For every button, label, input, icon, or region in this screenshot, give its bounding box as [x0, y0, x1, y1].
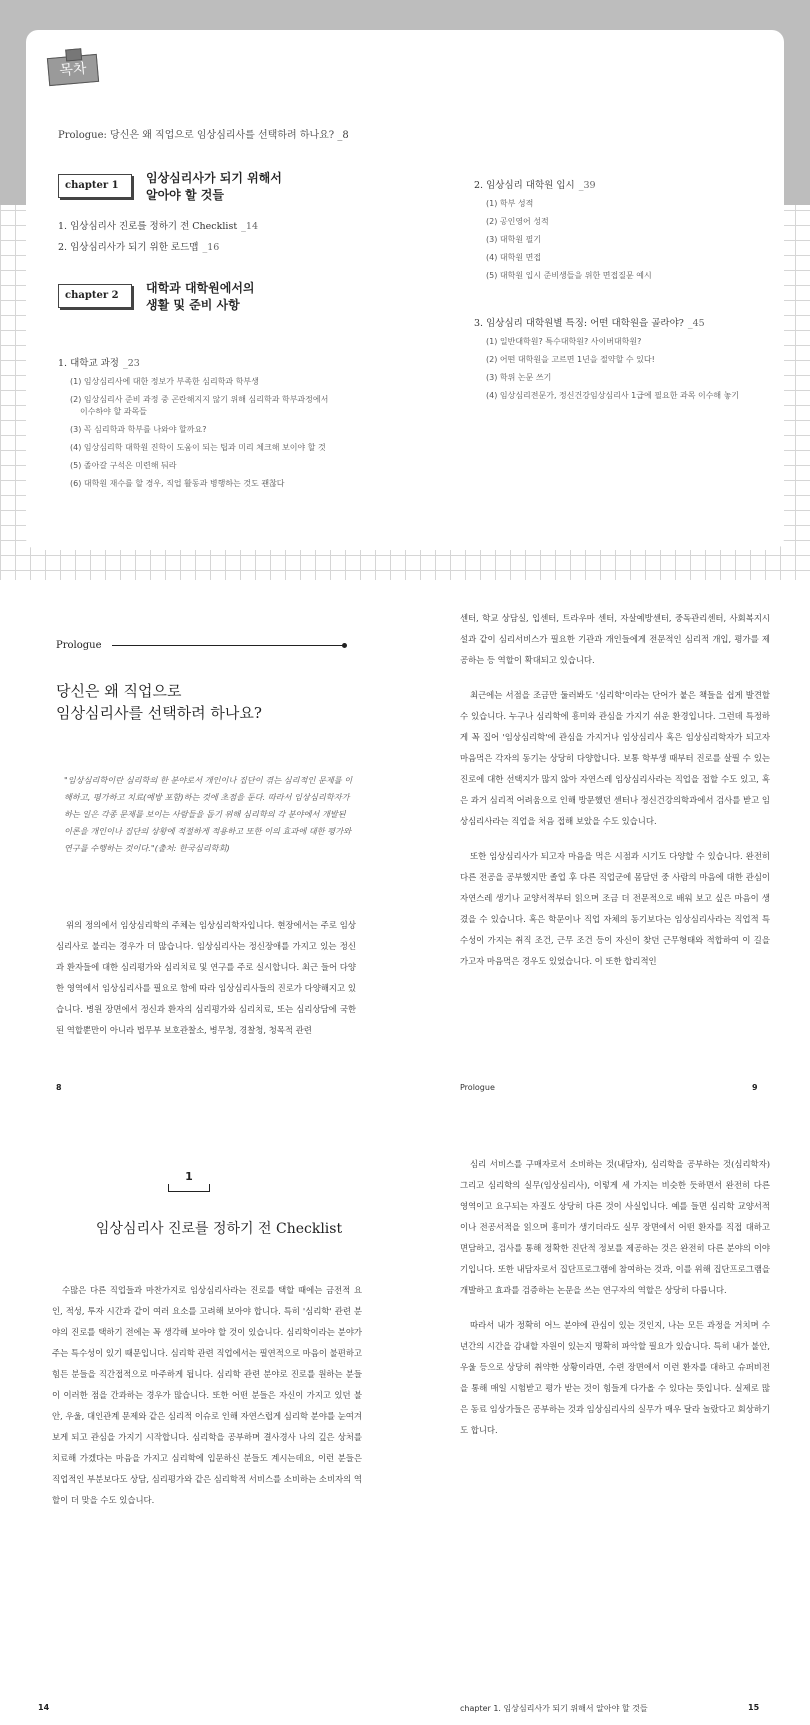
- body-paragraph: 수많은 다른 직업들과 마찬가지로 임상심리사라는 진로를 택할 때에는 금전적 요인, 적성, 투자 시간과 같이 여러 요소를 고려해 보아야 합니다. 특히 '심리학' 관련 분야의 진로를 택하기 전에는 꼭 생각해 보아야 할 것이 있습니다. 심리학이라는 분야가 주는 특수성이 있기 때문입니다. 심리학 관련 직업에서는 필연적으로 마음이 불편하고 힘든 분들을 직간접적으로 마주하게 됩니다. 심리학 관련 분야로 진로를 원하는 분들이 이러한 점을 간과하는 경우가 많습니다. 또한 어떤 분들은 자신이 가지고 있던 불안, 우울, 대인관계 문제와 같은 심리적 이슈로 인해 자연스럽게 심리학 분야를 눈여겨보게 되고 관심을 가지기 시작합니다. 심리학을 공부하며 결사경사 나의 깊은 상처를 치료해 가겠다는 마음을 가지고 심리학에 입문하신 분들도 계시는데요, 이런 분들은 직업적인 부분보다도 상담, 심리평가와 같은 심리학적 서비스를 소비하는 소비자의 역할이 더 맞을 수도 있습니다.: [52, 1285, 362, 1505]
- chapter1-title: [146, 170, 282, 204]
- section-number-bracket: [168, 1184, 210, 1192]
- body-paragraph: 최근에는 서점을 조금만 둘러봐도 '심리학'이라는 단어가 붙은 책들을 쉽게 발견할 수 있습니다. 누구나 심리학에 흥미와 관심을 가지기 쉬운 환경입니다. 그런데 특정하게 꼭 집어 '임상심리학'에 관심을 가지거나 임상심리사 혹은 임상심리학자가 되고자 마음먹은 각자의 동기는 상당히 다양합니다. 보통 학부생 때부터 진로를 살필 수 있는 진로에 대한 선택지가 많지 않아 자연스레 임상심리사라는 직업을 접할 수도 있고, 혹은 과거 심리적 어려움으로 인해 방문했던 센터나 정신건강의학과에서 검사를 받고 임상심리사라는 직업을 처음 접해 보았을 수도 있습니다.: [460, 690, 770, 826]
- toc-section-page: _16: [202, 242, 220, 253]
- prologue-title-line1: 당신은 왜 직업으로: [56, 682, 182, 700]
- toc-subsection: (3) 학위 논문 쓰기: [486, 373, 552, 382]
- chapter2-title: [146, 280, 255, 314]
- toc-subsection: (3) 대학원 필기: [486, 235, 542, 244]
- section-title: 임상심리사 진로를 정하기 전 Checklist: [95, 1221, 343, 1237]
- chapter1-title-line1: 임상심리사가 되기 위해서: [146, 171, 282, 185]
- page-15: [460, 1140, 770, 1725]
- toc-right-column: [474, 170, 774, 408]
- page-number: 15: [748, 1703, 760, 1712]
- folio-label: Prologue: [460, 1083, 495, 1092]
- toc-prologue-entry: Prologue: 당신은 왜 직업으로 임상심리사를 선택하려 하나요? _8: [58, 130, 349, 141]
- toc-section-text: 3. 임상심리 대학원별 특징: 어떤 대학원을 골라야?: [474, 318, 684, 329]
- toc-subsection: (1) 일반대학원? 특수대학원? 사이버대학원?: [486, 337, 642, 346]
- section-number: 1: [185, 1170, 193, 1183]
- toc-subsection: (5) 대학원 입시 준비생들을 위한 면접질문 예시: [486, 271, 652, 280]
- toc-section-page: _14: [241, 221, 258, 232]
- chapter2-title-line1: 대학과 대학원에서의: [146, 281, 255, 295]
- toc-subsection: (1) 임상심리사에 대한 정보가 부족한 심리학과 학부생: [70, 377, 259, 386]
- toc-subsection: (2) 공인영어 성적: [486, 217, 549, 226]
- definition-quote: "임상심리학이란 심리학의 한 분야로서 개인이나 집단이 겪는 심리적인 문제를 이해하고, 평가하고 치료(예방 포함)하는 것에 초점을 둔다. 따라서 임상심리학자가 하는 일은 각종 문제를 보이는 사람들을 돕기 위해 심리학의 각 분야에서 개발된 이론을 개인이나 집단의 상황에 적절하게 적용하고 또한 이의 효과에 대한 평가와 연구를 수행하는 것이다."(출처: 한국심리학회): [64, 775, 353, 853]
- toc-section-page: _39: [578, 180, 596, 191]
- running-head-rule: [112, 645, 344, 646]
- chapter1-heading: [58, 170, 398, 204]
- body-paragraph: 위의 정의에서 임상심리학의 주체는 임상심리학자입니다. 현장에서는 주로 임상심리사로 불리는 경우가 더 많습니다. 임상심리사는 정신장애를 가지고 있는 정신과 환자들에 대한 심리평가와 심리치료 및 연구를 주로 실시합니다. 최근 들어 다양한 영역에서 임상심리사를 필요로 함에 따라 임상심리사들의 진로가 다양해지고 있습니다. 병원 장면에서 정신과 환자의 심리평가와 심리치료, 또는 심리상담에 국한된 역할뿐만이 아니라 법무부 보호관찰소, 병무청, 경찰청, 청목적 관련: [56, 920, 356, 1035]
- toc-subsection: (1) 학부 성적: [486, 199, 534, 208]
- running-head: [56, 640, 344, 651]
- prologue-title-line2: 임상심리사를 선택하려 하나요?: [56, 704, 262, 722]
- toc-section-entry: [474, 315, 774, 329]
- toc-subsection: (4) 임상심리학 대학원 진학이 도움이 되는 팁과 미리 체크해 보이야 할 것: [70, 443, 326, 452]
- body-paragraph: 심리 서비스를 구매자로서 소비하는 것(내담자), 심리학을 공부하는 것(심리학자) 그리고 심리학의 실무(임상심리사), 이렇게 세 가지는 비슷한 듯하면서 완전히 다른 영역이고 요구되는 자질도 상당히 다른 것이 사실입니다. 예를 들면 심리학 교양서적이나 전공서적을 읽으며 흥미가 생기더라도 실무 장면에서 어떤 환자를 직접 대하고 면담하고, 검사를 통해 정확한 진단적 정보를 제공하는 것은 완전히 다른 분야의 이야기입니다. 또한 내담자로서 집단프로그램에 참여하는 것과, 이를 위해 집단프로그램을 개발하고 효과를 검증하는 논문을 쓰는 연구자의 역할은 상당히 다릅니다.: [460, 1159, 770, 1295]
- toc-section-page: _45: [687, 318, 705, 329]
- page-9: [460, 600, 770, 1120]
- page-8: [24, 600, 404, 1120]
- running-head-label: Prologue: [56, 640, 102, 651]
- chapter1-label: chapter 1: [58, 174, 132, 198]
- toc-section-entry: [58, 239, 398, 253]
- chapter2-title-line2: 생활 및 준비 사항: [146, 298, 240, 312]
- toc-left-column: [58, 170, 398, 496]
- toc-subsection: (2) 어떤 대학원을 고르면 1년을 절약할 수 있다!: [486, 355, 655, 364]
- toc-section: [0, 0, 810, 580]
- toc-subsection: (2) 임상심리사 준비 과정 중 곤란해지지 않기 위해 심리학과 학부과정에서 이수하야 할 과목들: [70, 395, 329, 416]
- toc-card: [26, 30, 784, 550]
- body-paragraph: 센터, 학교 상담실, 입센터, 트라우마 센터, 자살예방센터, 중독관리센터, 사회복지시설과 같이 심리서비스가 필요한 기관과 개인들에게 전문적인 심리적 개입, 평가를 제공하는 등 역할이 확대되고 있습니다.: [460, 613, 770, 665]
- page-number: 14: [38, 1703, 50, 1712]
- folio-label: chapter 1. 임상심리사가 되기 위해서 알아야 할 것들: [460, 1704, 648, 1713]
- toc-subsection: (3) 꼭 심리학과 학부를 나와야 할까요?: [70, 425, 207, 434]
- chapter2-label: chapter 2: [58, 284, 132, 308]
- chapter1-title-line2: 알아야 할 것들: [146, 188, 224, 202]
- page9-body: [460, 608, 770, 986]
- prologue-title: [56, 680, 262, 724]
- toc-section-text: 2. 임상심리 대학원 입시: [474, 180, 575, 191]
- toc-tab-label: 목차: [47, 54, 99, 86]
- toc-section-text: 1. 임상심리사 진로를 정하기 전 Checklist: [58, 221, 238, 232]
- toc-section-entry: [58, 218, 398, 232]
- toc-section-page: _23: [123, 358, 140, 369]
- page14-body: [52, 1280, 362, 1525]
- page-number: 9: [752, 1083, 758, 1092]
- spread-checklist: [0, 1140, 810, 1725]
- page-number: 8: [56, 1083, 62, 1092]
- toc-subsection: (5) 졸아갈 구석은 미련해 둬라: [70, 461, 177, 470]
- toc-section-entry: [58, 355, 398, 369]
- toc-subsection: (4) 임상심리전문가, 정신건강임상심리사 1급에 필요한 과목 이수해 놓기: [486, 391, 740, 400]
- spread-prologue: [0, 600, 810, 1120]
- chapter2-heading: [58, 280, 398, 314]
- body-paragraph: 또한 임상심리사가 되고자 마음을 먹은 시점과 시기도 다양할 수 있습니다. 완전히 다른 전공을 공부했지만 졸업 후 다른 직업군에 몸담던 중 사람의 마음에 대한 관심이 자연스레 생기나 교양서적부터 읽으며 조금 더 전문적으로 배워 보고 싶은 마음이 생겼을 수 있습니다. 혹은 학문이나 직업 자체의 동기보다는 임상심리사라는 직업적 특수성이 가지는 취직 조건, 근무 조건 등이 자신이 찾던 근무형태와 적합하여 이 길을 가고자 마음먹은 경우도 있었습니다. 이 또한 합리적인: [460, 851, 770, 966]
- toc-section-entry: [474, 177, 774, 191]
- toc-section-text: 2. 임상심리사가 되기 위한 로드맵: [58, 242, 199, 253]
- toc-section-text: 1. 대학교 과정: [58, 358, 119, 369]
- toc-subsection: (6) 대학원 재수를 할 경우, 직업 활동과 병행하는 것도 괜찮다: [70, 479, 285, 488]
- page15-body: [460, 1154, 770, 1455]
- toc-subsection: (4) 대학원 면접: [486, 253, 542, 262]
- page-14: [24, 1140, 404, 1725]
- body-paragraph: 따라서 내가 정확히 어느 분야에 관심이 있는 것인지, 나는 모든 과정을 거치며 수 년간의 시간을 감내할 자원이 있는지 명확히 파악할 필요가 있습니다. 특히 내가 불안, 우울 등으로 상당히 취약한 상황이라면, 수련 장면에서 이런 환자를 대하고 슈퍼비전을 통해 매일 시험받고 평가 받는 것이 힘들게 다가올 수 있다는 뜻입니다. 실제로 많은 동료 임상가들은 공부하는 것과 임상심리사의 실무가 매우 달라 놀랐다고 회상하기도 합니다.: [460, 1320, 770, 1435]
